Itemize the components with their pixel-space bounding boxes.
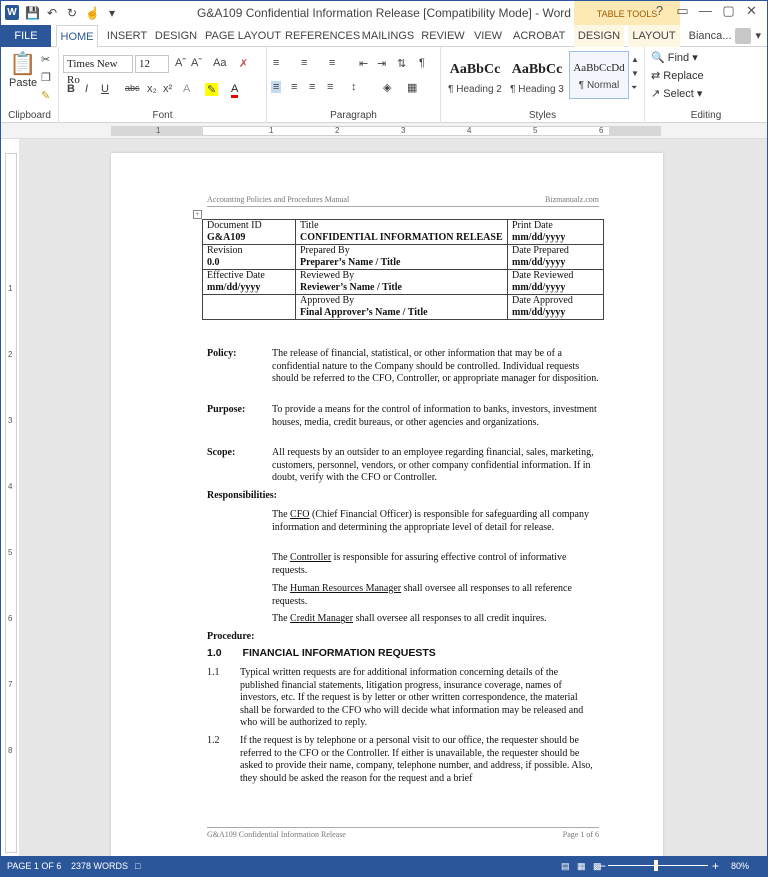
table-cell[interactable] <box>508 295 604 320</box>
vruler-mark: 1 <box>8 284 13 293</box>
resp-role: Controller <box>290 552 332 563</box>
resp-role: Credit Manager <box>290 613 354 624</box>
style-heading-3-label: ¶ Heading 3 <box>510 84 564 95</box>
subscript-icon[interactable]: x₂ <box>147 83 157 95</box>
table-cell[interactable] <box>203 220 296 245</box>
styles-group-label: Styles <box>528 110 557 121</box>
tab-insert[interactable]: INSERT <box>106 30 148 42</box>
change-case-icon[interactable]: Aa <box>213 57 227 69</box>
replace-label: Replace <box>663 70 704 82</box>
paste-button[interactable] <box>9 51 37 89</box>
tab-design[interactable]: DESIGN <box>154 30 198 42</box>
help-icon[interactable]: ? <box>655 3 664 18</box>
styles-more-icon[interactable]: ⏷ <box>631 83 638 92</box>
vertical-ruler[interactable] <box>5 153 17 853</box>
table-row <box>203 295 604 320</box>
vruler-mark: 7 <box>8 680 13 689</box>
footer-left: G&A109 Confidential Information Release <box>207 830 346 839</box>
borders-icon[interactable]: ▦ <box>407 82 418 94</box>
ruler-mark: 2 <box>335 126 340 135</box>
purpose-section <box>207 404 599 429</box>
section-title: FINANCIAL INFORMATION REQUESTS <box>242 647 436 659</box>
paste-icon: 📋 <box>9 51 37 76</box>
ruler-mark: 4 <box>467 126 472 135</box>
tab-table-design[interactable]: DESIGN <box>574 25 624 47</box>
style-heading-3[interactable] <box>507 51 567 99</box>
footer-right: Page 1 of 6 <box>562 830 599 839</box>
select-button[interactable]: ↗ Select ▾ <box>651 88 703 100</box>
approved-by-value: Final Approver’s Name / Title <box>300 307 428 318</box>
font-group-label: Font <box>152 110 173 121</box>
paste-label: Paste <box>9 77 38 89</box>
prepared-by-value: Preparer’s Name / Title <box>300 257 401 268</box>
policy-text: The release of financial, statistical, or other information that may be of a confidential nature to the Company should be controlled. Individual requests should be referred to the CFO, Controller, or appropriate manager for disposition. <box>272 348 599 384</box>
table-cell[interactable] <box>508 245 604 270</box>
ribbon <box>1 47 767 123</box>
zoom-in-button[interactable]: + <box>712 859 720 873</box>
vruler-mark: 3 <box>8 416 13 425</box>
purpose-text: To provide a means for the control of information to banks, investors, investment houses, media, credit bureaus, or other agencies and organizations. <box>272 404 597 428</box>
shading-icon[interactable]: ◈ <box>383 82 392 94</box>
bullets-icon[interactable]: ≡ <box>273 57 280 69</box>
resp-prefix: The <box>272 509 291 520</box>
close-icon[interactable]: ✕ <box>746 3 757 18</box>
style-heading-2[interactable] <box>445 51 505 99</box>
vruler-mark: 4 <box>8 482 13 491</box>
zoom-slider-handle[interactable] <box>654 860 658 871</box>
item-number: 1.1 <box>207 667 220 678</box>
ruler-mark: 5 <box>533 126 538 135</box>
maximize-icon[interactable]: ▢ <box>722 3 735 18</box>
purpose-label: Purpose: <box>207 404 246 415</box>
resp-text: shall oversee all responses to all credit inquires. <box>353 613 547 624</box>
touch-mode-icon[interactable]: ☝ <box>85 5 100 20</box>
clipboard-group <box>1 47 59 123</box>
decrease-indent-icon[interactable]: ⇤ <box>359 58 369 70</box>
date-reviewed-value: mm/dd/yyyy <box>512 282 566 293</box>
zoom-slider[interactable] <box>608 865 708 866</box>
user-account[interactable] <box>689 25 761 47</box>
tab-references[interactable]: REFERENCES <box>285 30 361 42</box>
revision-label: Revision <box>207 245 243 256</box>
table-cell[interactable] <box>508 270 604 295</box>
bold-icon[interactable]: B <box>67 83 75 95</box>
table-row <box>203 270 604 295</box>
multilevel-list-icon[interactable]: ≡ <box>329 57 336 69</box>
underline-icon[interactable]: U <box>101 83 109 95</box>
styles-scroll-down-icon[interactable]: ▼ <box>631 69 639 78</box>
responsibility-hr-manager <box>272 583 599 608</box>
horizontal-ruler[interactable] <box>1 123 767 139</box>
print-date-value: mm/dd/yyyy <box>512 232 566 243</box>
clear-formatting-icon[interactable]: ✗ <box>239 58 249 70</box>
resp-text: is responsible for assuring effective control of informative requests. <box>272 552 567 576</box>
print-date-label: Print Date <box>512 220 553 231</box>
date-reviewed-label: Date Reviewed <box>512 270 574 281</box>
approved-by-label: Approved By <box>300 295 355 306</box>
prepared-by-label: Prepared By <box>300 245 350 256</box>
proofing-icon[interactable]: □ <box>135 861 141 871</box>
item-text: Typical written requests are for additional information concerning details of the published financial statements, litigation progress, insurance coverage, names of investors, etc. If the request is by letter or other written correspondence, the material shall be forwarded to the CFO who will decide what information may be released and who will be authorized to reply. <box>240 667 584 728</box>
font-name-box[interactable]: Times New Ro <box>63 55 133 73</box>
tab-acrobat[interactable]: ACROBAT <box>513 30 566 42</box>
table-cell[interactable] <box>296 245 508 270</box>
align-left-icon[interactable]: ≡ <box>273 81 280 93</box>
policy-label: Policy: <box>207 348 237 359</box>
vruler-mark: 2 <box>8 350 13 359</box>
table-cell[interactable] <box>203 295 296 320</box>
doc-id-value: G&A109 <box>207 232 246 243</box>
resp-prefix: The <box>272 552 291 563</box>
shrink-font-icon[interactable]: Aˇ <box>191 57 202 69</box>
user-name: Bianca... <box>688 30 732 42</box>
word-count[interactable]: 2378 WORDS <box>71 861 129 871</box>
align-right-icon[interactable]: ≡ <box>309 81 316 93</box>
resp-prefix: The <box>272 613 291 624</box>
table-cell[interactable] <box>296 270 508 295</box>
title-value: CONFIDENTIAL INFORMATION RELEASE <box>300 232 503 243</box>
format-painter-icon[interactable]: ✎ <box>41 90 51 102</box>
sort-icon[interactable]: ⇅ <box>397 58 407 70</box>
style-normal-sample: AaBbCcDd <box>573 62 625 74</box>
date-approved-value: mm/dd/yyyy <box>512 307 566 318</box>
grow-font-icon[interactable]: Aˆ <box>175 57 186 69</box>
responsibility-cfo <box>272 509 599 534</box>
reviewed-by-label: Reviewed By <box>300 270 355 281</box>
style-normal-label: ¶ Normal <box>578 80 620 91</box>
document-page[interactable] <box>111 153 663 856</box>
table-row <box>203 245 604 270</box>
resp-text: shall oversee all responses to all reference requests. <box>272 583 572 607</box>
minimize-icon[interactable]: — <box>699 3 712 18</box>
select-label: Select <box>663 88 694 100</box>
clipboard-group-label: Clipboard <box>8 110 51 121</box>
ruler-mark: 1 <box>269 126 274 135</box>
editing-group-label: Editing <box>690 110 722 121</box>
resp-role: Human Resources Manager <box>290 583 402 594</box>
style-heading-3-sample: AaBbCc <box>511 62 563 77</box>
effective-date-label: Effective Date <box>207 270 265 281</box>
item-text: If the request is by telephone or a personal visit to our office, the requester should be referred to the CFO or the Controller. If either is unavailable, the requester should be asked to provide their name, company, telephone number, and address, if possible. Also, they should be asked the reason for the request and a brief <box>240 735 593 784</box>
list-item <box>207 735 599 785</box>
find-button[interactable]: 🔍 Find ▾ <box>651 52 698 64</box>
replace-button[interactable] <box>651 69 704 82</box>
responsibility-controller <box>272 552 599 577</box>
table-row <box>203 220 604 245</box>
tab-home[interactable]: HOME <box>56 25 98 48</box>
date-approved-label: Date Approved <box>512 295 573 306</box>
document-canvas[interactable] <box>19 139 767 856</box>
italic-icon[interactable]: I <box>85 83 89 95</box>
read-mode-icon[interactable]: ▤ <box>561 861 570 871</box>
customize-qat-icon[interactable]: ▾ <box>108 5 116 20</box>
page-count[interactable]: PAGE 1 OF 6 <box>7 861 62 871</box>
word-logo-icon[interactable]: W <box>5 5 19 20</box>
replace-icon: ⇄ <box>651 70 661 82</box>
title-bar <box>1 1 767 25</box>
table-cell[interactable] <box>203 245 296 270</box>
zoom-level[interactable]: 80% <box>731 861 750 871</box>
style-heading-2-sample: AaBbCc <box>449 62 501 77</box>
tab-table-layout[interactable]: LAYOUT <box>628 25 680 47</box>
show-marks-icon[interactable]: ¶ <box>419 57 425 69</box>
styles-scroll-up-icon[interactable]: ▲ <box>631 55 639 64</box>
resp-prefix: The <box>272 583 291 594</box>
resp-role: CFO <box>290 509 310 520</box>
print-layout-icon[interactable]: ▦ <box>577 861 586 871</box>
section-heading <box>207 647 436 659</box>
reviewed-by-value: Reviewer’s Name / Title <box>300 282 402 293</box>
tab-mailings[interactable]: MAILINGS <box>361 30 415 42</box>
editing-group <box>645 47 767 123</box>
paragraph-group-label: Paragraph <box>330 110 377 121</box>
table-move-handle-icon[interactable]: + <box>193 210 202 219</box>
tab-view[interactable]: VIEW <box>473 30 503 42</box>
date-prepared-value: mm/dd/yyyy <box>512 257 566 268</box>
ruler-right-margin <box>609 126 661 136</box>
cut-icon[interactable]: ✂ <box>41 54 51 66</box>
page-footer <box>207 827 599 839</box>
list-item <box>207 667 599 730</box>
revision-value: 0.0 <box>207 257 220 268</box>
ribbon-display-icon[interactable]: ▭ <box>676 3 689 18</box>
title-label: Title <box>300 220 319 231</box>
copy-icon[interactable]: ❐ <box>41 72 51 84</box>
justify-icon[interactable]: ≡ <box>327 81 334 93</box>
tab-page-layout[interactable]: PAGE LAYOUT <box>205 30 282 42</box>
scope-text: All requests by an outsider to an employee regarding financial, sales, marketing, customers, personnel, vendors, or other company confidential information. If in doubt, verify with the CFO or Controller. <box>272 447 594 483</box>
styles-group <box>441 47 645 123</box>
window-title: G&A109 Confidential Information Release [Compatibility Mode] - Word <box>197 6 571 20</box>
font-size-box[interactable]: 12 <box>135 55 169 73</box>
select-icon: ↗ <box>651 88 661 100</box>
style-heading-2-label: ¶ Heading 2 <box>448 84 502 95</box>
ruler-mark: 6 <box>599 126 604 135</box>
increase-indent-icon[interactable]: ⇥ <box>377 58 387 70</box>
web-layout-icon[interactable]: ▩ <box>593 861 602 871</box>
scope-section <box>207 447 599 485</box>
align-center-icon[interactable]: ≡ <box>291 81 298 93</box>
table-tools-context-label: TABLE TOOLS <box>574 1 680 25</box>
paragraph-group <box>267 47 441 123</box>
undo-icon[interactable]: ↶ <box>46 5 58 20</box>
table-cell[interactable] <box>508 220 604 245</box>
table-cell[interactable] <box>203 270 296 295</box>
procedure-label: Procedure: <box>207 631 255 642</box>
header-right: Bizmanualz.com <box>545 195 599 204</box>
window-controls <box>648 3 763 19</box>
resp-text: (Chief Financial Officer) is responsible for safeguarding all company information and determining the appropriate level of detail for release. <box>272 509 589 533</box>
save-icon[interactable]: 💾 <box>25 5 40 20</box>
ribbon-tabs <box>1 25 767 47</box>
effective-date-value: mm/dd/yyyy <box>207 282 261 293</box>
vruler-mark: 6 <box>8 614 13 623</box>
font-color-icon[interactable]: A <box>231 83 238 98</box>
table-cell[interactable] <box>296 220 508 245</box>
date-prepared-label: Date Prepared <box>512 245 569 256</box>
strikethrough-icon[interactable]: abc <box>125 83 140 93</box>
zoom-out-button[interactable]: − <box>599 859 607 873</box>
ruler-mark: 3 <box>401 126 406 135</box>
section-number: 1.0 <box>207 647 222 659</box>
item-number: 1.2 <box>207 735 220 746</box>
numbering-icon[interactable]: ≡ <box>301 57 308 69</box>
redo-icon[interactable]: ↻ <box>66 5 78 20</box>
document-info-table[interactable] <box>202 219 604 320</box>
style-normal[interactable] <box>569 51 629 99</box>
highlight-icon[interactable]: ✎ <box>207 84 217 96</box>
header-left: Accounting Policies and Procedures Manual <box>207 195 350 204</box>
status-bar <box>1 856 767 876</box>
font-group <box>59 47 267 123</box>
avatar <box>735 28 751 44</box>
vruler-mark: 5 <box>8 548 13 557</box>
chevron-down-icon: ▾ <box>755 30 761 42</box>
quick-access-toolbar <box>5 5 119 20</box>
superscript-icon[interactable]: x² <box>163 83 173 95</box>
page-header <box>207 195 599 207</box>
line-spacing-icon[interactable]: ↕ <box>351 81 357 93</box>
table-cell[interactable] <box>296 295 508 320</box>
ruler-mark: 1 <box>156 126 161 135</box>
responsibility-credit-manager <box>272 613 599 626</box>
find-icon: 🔍 <box>651 52 665 64</box>
scope-label: Scope: <box>207 447 236 458</box>
vruler-mark: 8 <box>8 746 13 755</box>
tab-file[interactable]: FILE <box>1 25 51 47</box>
tab-review[interactable]: REVIEW <box>421 30 465 42</box>
policy-section <box>207 348 599 386</box>
text-effects-icon[interactable]: A <box>183 83 191 95</box>
find-label: Find <box>667 52 690 64</box>
doc-id-label: Document ID <box>207 220 262 231</box>
responsibilities-label: Responsibilities: <box>207 490 278 501</box>
